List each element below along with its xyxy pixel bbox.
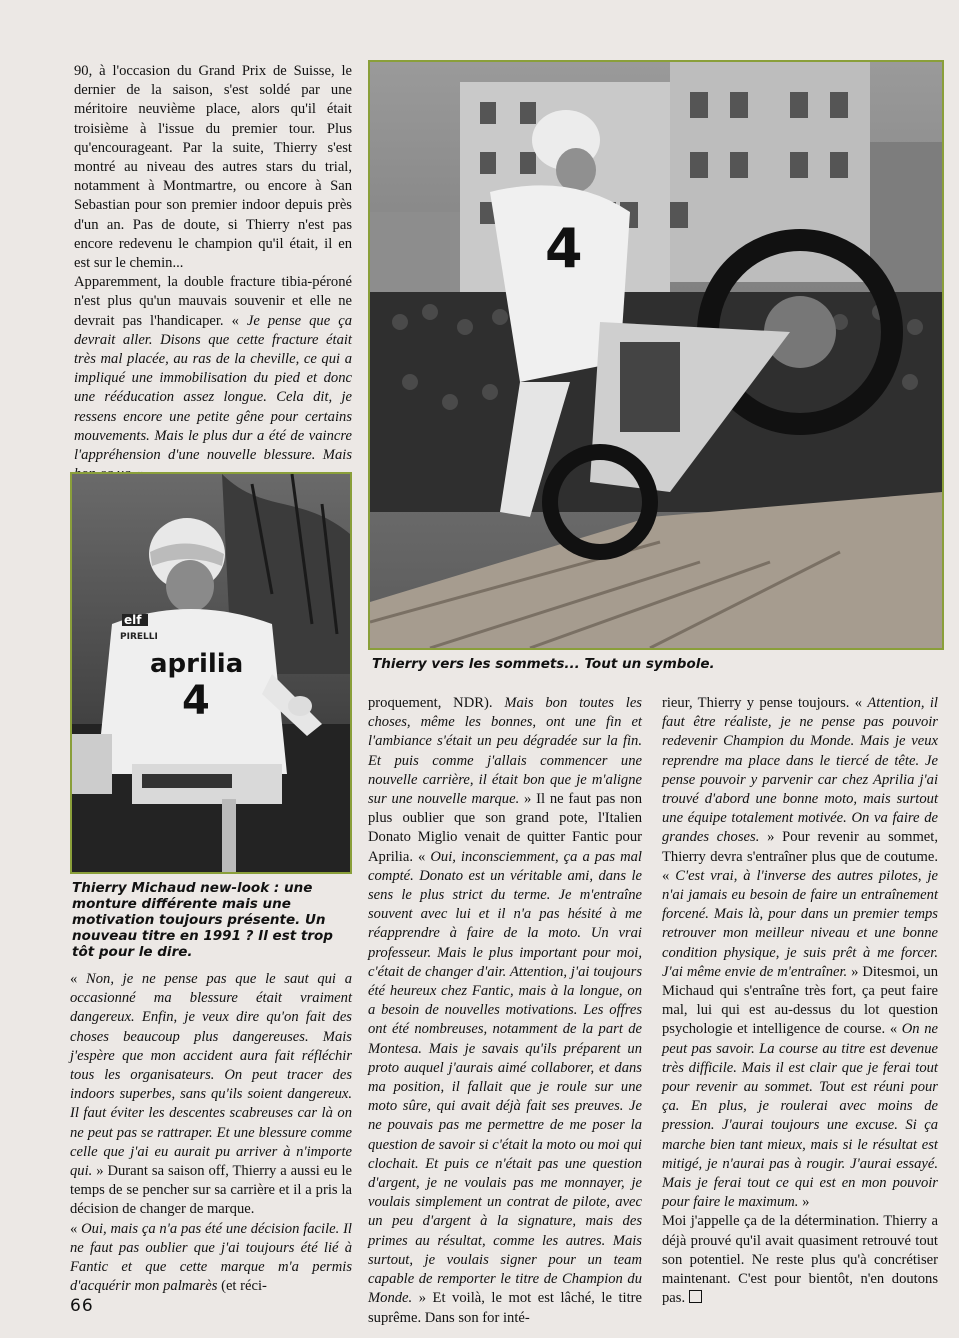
body-text: » Ditesmoi, un Michaud qui s'entraîne très fort, ça peut faire mal, lui qui est au-dessus du lot question psychologie et intelligence de course. « xyxy=(662,963,938,1038)
body-text: (et réci- xyxy=(217,1278,267,1295)
paragraph xyxy=(74,62,352,504)
body-text: proquement, NDR). xyxy=(368,695,505,711)
photo-right-caption: Thierry vers les sommets... Tout un symbole. xyxy=(372,656,715,672)
body-text: « xyxy=(70,1220,82,1237)
jersey-number: 4 xyxy=(182,678,210,724)
quote-text: On ne peut pas savoir. La course au titre est devenue très difficile. Mais il est clair que je ferai tout pour revenir au sommet. Tout est réuni pour ça. En plus, je roulerai avec moins de pression. J'aurai toujours une excuse. Si ça marche bien tant mieux, mais si le résultat est mitigé, je n'aurai pas à rougir. J'aurai essayé. Mais je ferai tout ce qui est en mon pouvoir pour faire le maximum. xyxy=(662,1021,938,1211)
body-text: rieur, Thierry y pense toujours. « xyxy=(662,695,868,711)
article-column-1-bottom xyxy=(70,970,352,1296)
paragraph xyxy=(662,694,938,1309)
body-text: Apparemment, la double fracture tibia-péroné n'est plus qu'un mauvais souvenir et elle ne devrait pas l'handicaper. « xyxy=(74,274,352,329)
quote-text: Oui, inconsciemment, ça a pas mal compté. Donato est un véritable ami, dans le sens le plus strict du terme. Je m'entraîne souvent avec lui et il n'a pas hésité à me réapprendre à faire de la moto. Un vrai professeur. Mais le plus important pour moi, c'était de changer d'air. Attention, j'ai toujours été heureux chez Fantic, mais à la longue, on a besoin de nouvelles motivations. Les offres ont été nombreuses, notamment de la part de Montesa. Mais je savais qu'ils préparent un proto auquel j'aurais aimé collaborer, et dans ma position, il fallait que je roule sur une moto sûre, qui avait déjà fait ses preuves. Je ne pouvais pas me permettre de me poser la question de savoir si c'était la moto ou moi qui clochait. Et puis ce n'était pas une question d'argent, je ne voulais pas me monnayer, je voulais simplement un contrat de pilote, avec un peu d'argent à la signature, mais des primes au résultat, comme les autres. Mais surtout, je voulais signer pour un team capable de remporter le titre de Champion du Monde. xyxy=(368,848,642,1307)
article-column-1-top xyxy=(74,62,352,504)
quote-text: Oui, mais ça n'a pas été une décision facile. Il ne faut pas oublier que j'ai toujours été lié à Fantic et que cette marque m'a permis d'acquérir mon palmarès xyxy=(70,1220,352,1295)
quote-text: C'est vrai, à l'inverse des autres pilotes, je n'ai jamais eu besoin de faire un entraînement forcené. Mais là, pour dans un premier temps retrouver mon meilleur niveau et une bonne condition physique, je suis prêt à me forcer. J'ai même envie de m'entraîner. xyxy=(662,867,938,980)
paragraph xyxy=(368,694,642,1328)
end-mark-icon xyxy=(689,1290,702,1303)
body-text: » Durant sa saison off, Thierry a aussi eu le temps de se pencher sur sa carrière et il a pris la décision de changer de marque. xyxy=(70,1163,352,1218)
paragraph xyxy=(70,970,352,1296)
page-number: 66 xyxy=(70,1296,94,1316)
body-text: 90, à l'occasion du Grand Prix de Suisse, le dernier de la saison, s'est soldé par une méritoire neuvième place, alors qu'il était troisième à l'issue du premier tour. Plus qu'encourageant. Par la suite, Thierry s'est montré au niveau des autres stars du trial, notamment à Montmartre, ou encore à San Sebastian pour son premier indoor depuis près d'un an. Pas de doute, si Thierry n'est pas encore redevenu le champion qu'il était, il en est sur le chemin... xyxy=(74,63,352,272)
photo-rider-portrait xyxy=(70,472,352,874)
quote-text: Mais bon toutes les choses, même les bonnes, ont une fin et l'ambiance s'était un peu dégradée sur la fin. Et puis comme j'allais commencer une nouvelle carrière, il était bon que je m'aligne sur une nouvelle marque. xyxy=(368,695,642,808)
article-column-2 xyxy=(368,694,642,1328)
quote-text: Non, je ne pense pas que le saut qui a occasionné ma blessure était vraiment dangereux. Enfin, je veux dire qu'on fait des choses beaucoup plus dangereuses. Mais j'espère que mon accident aura fait réfléchir tous les organisateurs. On peut tracer des indoors superbes, sans qu'ils soient dangereux. Il faut éviter les descentes scabreuses car là on ne peut pas se rattraper. Et une blessure comme celle que j'ai eu aurait pu arriver à n'importe qui. xyxy=(70,971,352,1180)
jersey-sponsor-text: elf xyxy=(124,613,142,627)
body-text: Moi j'appelle ça de la détermination. Thierry a déjà prouvé qu'il avait quasiment retrouvé tout son potentiel. Ne reste plus qu'à concrétiser maintenant. C'est pour bientôt, n'en doutons pas. xyxy=(662,1213,938,1307)
quote-text: Je pense que ça devrait aller. Disons que cette fracture était très mal placée, au ras de la cheville, ce qui a impliqué une immobilisation du pied et donc une rééducation assez longue. Cela dit, je ressens encore une petite gêne pour certains mouvements. Mais le plus dur a été de vaincre l'appréhension d'une nouvelle blessure. Mais xyxy=(74,312,352,464)
jersey-brand-text: aprilia xyxy=(150,649,244,679)
quote-text: Attention, il faut être réaliste, je ne pense pas pouvoir redevenir Champion du Monde. Mais je veux reprendre ma place dans le tiercé de tête. Je pense pouvoir y parvenir car chez Aprilia j'ai trouvé d'abord une bonne moto, mais surtout une équipe totalement motivée. On va faire de grandes choses. xyxy=(662,695,938,846)
rider-number: 4 xyxy=(545,217,583,280)
photo-rider-on-bike xyxy=(368,60,944,650)
body-text: » Il ne faut pas non plus oublier que son grand pote, l'Italien Donato Miglio venait de quitter Fantic pour Aprilia. « xyxy=(368,791,642,865)
jersey-tyre-text: PIRELLI xyxy=(120,632,158,642)
body-text: » xyxy=(798,1194,810,1211)
body-text: » Et voilà, le mot est lâché, le titre suprême. Dans son for inté- xyxy=(368,1290,642,1326)
article-column-3 xyxy=(662,694,938,1309)
body-text: » Pour revenir au sommet, Thierry devra s'entraîner plus que de coutume. « xyxy=(662,829,938,884)
body-text: « xyxy=(70,971,86,987)
photo-left-caption: Thierry Michaud new-look : une monture différente mais une motivation toujours présente. Un nouveau titre en 1991 ? Il est trop tôt pour le dire. xyxy=(72,880,333,960)
